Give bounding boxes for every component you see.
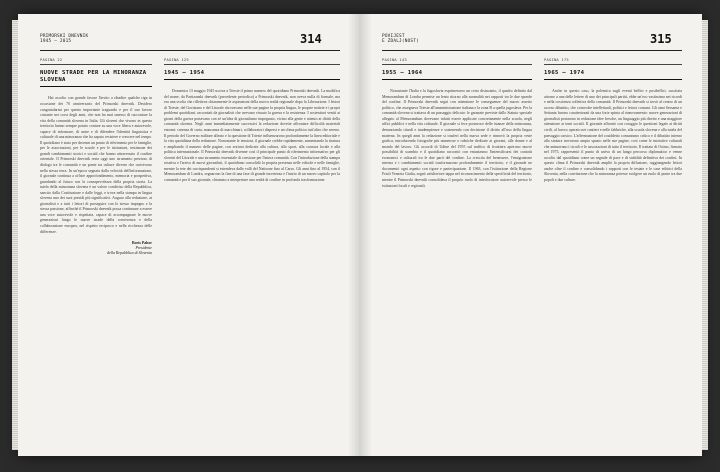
left-running-head-line-1: PRIMORSKI DNEVNIK — [40, 34, 89, 39]
right-col1-heading: 1955 – 1964 — [382, 70, 532, 80]
left-col1-page-label: PAGINA 22 — [40, 57, 152, 65]
left-running-head — [40, 34, 88, 45]
right-header-rule — [382, 50, 682, 51]
signature-role: Presidente — [135, 246, 152, 251]
book-spread — [18, 14, 702, 456]
left-header-rule — [40, 50, 340, 51]
left-col2-heading: 1945 – 1954 — [164, 70, 340, 80]
left-col2-body: Domenica 13 maggio 1945 usciva a Trieste il primo numero del quotidiano Primorski dnevnik. La modifica del nome, da Partizanski dnevnik (precedente periodico) a Primorski dnevnik, non aveva nulla di formale, ma era una svolta che rifletteva chiaramente le aspirazioni della nuova realtà regionale dopo la Liberazione. I lettori di Trieste, del Goriziano e del Litorale ritrovavano nelle sue pagine la propria lingua, le proprie notizie e i propri problemi quotidiani, raccontati da giornalisti che avevano vissuto la guerra e la resistenza. I sostenitori veniti ai giorni della guerra portavano con sé un'idea di giornalismo impegnato, vicino alla gente e attento ai diritti della comunità slovena. Negli anni immediatamente successivi la redazione dovette affrontare difficoltà materiali enormi: carenza di carta, mancanza di macchinari, collaboratori dispersi e un clima politico tutt'altro che sereno. Il periodo del Governo militare alleato e la questione di Trieste influenzarono profondamente la linea editoriale e la vita quotidiana della redazione. Nonostante le tensioni, il giornale crebbe rapidamente, aumentando la tiratura e ampliando il numero delle pagine, con sezioni dedicate alla cultura, allo sport, alla cronaca locale e alla politica internazionale. Il Primorski dnevnik divenne così il principale punto di riferimento informativo per gli sloveni del Litorale e uno strumento essenziale di coesione per l'intera comunità. Con l'introduzione della stampa rotativa e l'arrivo di nuovi giornalisti, il quotidiano consolidò la propria presenza nelle edicole e nelle famiglie, mentre la rete dei corrispondenti si estendeva dalle valli del Natisone fino al Carso. Gli anni fino al 1954, con il Memorandum di Londra, segnarono la fine di una fase di grande incertezza e l'inizio di un nuovo capitolo per la comunità e per il suo giornale, chiamato a interpretare una realtà di confine in profonda trasformazione. — [164, 89, 340, 182]
right-column-2 — [544, 57, 682, 184]
right-col2-page-label: PAGINA 175 — [544, 57, 682, 65]
right-page — [360, 14, 702, 456]
left-column-2 — [164, 57, 340, 184]
left-col1-heading: NUOVE STRADE PER LA MINORANZA SLOVENA — [40, 70, 152, 87]
left-col2-page-label: PAGINA 125 — [164, 57, 340, 65]
right-folio: 315 — [650, 32, 672, 46]
right-running-head — [382, 34, 419, 45]
left-column-1 — [40, 57, 152, 257]
signature-role-line-2: della Repubblica di Slovenia — [107, 251, 152, 256]
left-folio: 314 — [300, 32, 322, 46]
right-col2-body: Anche in questo caso, la polemica sugli eventi bellici e postbellici, suscitata attorno a una delle lettere di uno dei principali partiti, ebbe un'eco vastissima nei ricordi e nella coscienza collettiva della comunità. Il Primorski dnevnik si trovò al centro di un acceso dibattito, che coinvolse intellettuali, politici e lettori comuni. Gli anni Sessanta e Settanta furono caratterizzati da una forte spinta al rinnovamento: nuove generazioni di giornalisti portarono in redazione idee fresche, un linguaggio più diretto e una maggiore attenzione ai temi sociali. Il giornale affrontò con coraggio le questioni legate ai diritti civili, al lavoro operaio nei cantieri e nelle fabbriche, alla scuola slovena e alla tutela del paesaggio carsico. L'affermazione del cosiddetto comunismo critico e il dibattito interno alla sinistra trovarono ampio spazio nelle sue pagine, così come le iniziative culturali che animavano i circoli e le associazioni di tutto il territorio. Il trattato di Osimo, firmato nel 1975, rappresentò il punto di arrivo di un lungo percorso diplomatico e venne accolto dal quotidiano come un segnale di pace e di stabilità definitiva dei confini. In questo clima il Primorski dnevnik ampliò la propria diffusione, raggiungendo lettori anche oltre il confine e consolidando i rapporti con le testate e le case editrici della Slovenia, nella convinzione che la minoranza potesse svolgere un ruolo di ponte tra due popoli e due culture. — [544, 89, 682, 182]
right-running-head-line-2: E ZDALJ(NOST) — [382, 39, 419, 45]
right-col1-page-label: PAGINA 143 — [382, 57, 532, 65]
right-running-head-line-1: POVIJEST — [382, 34, 405, 39]
left-running-head-line-2: 1945 – 2015 — [40, 39, 72, 45]
left-col1-signature — [40, 241, 152, 257]
left-page — [18, 14, 360, 456]
signature-name: Boris Pahor — [132, 241, 152, 246]
right-col2-heading: 1965 – 1974 — [544, 70, 682, 80]
right-column-1 — [382, 57, 532, 189]
left-col1-body: Hai accolto con grande favore l'invito a ribadire qualche riga in occasione dei 70 anniversario del Primorski dnevnik. Desidero congratularmi per questo importante traguardo e per il suo lavoro costante nei corsi degli anni, che non ha mai smesso di raccontare la vita della comunità slovena in Italia. Gli sloveni che vivono in questo territorio hanno sempre potuto contare su una voce libera e autorevole, capace di informare, di unire e di difendere l'identità linguistica e culturale di una minoranza che ha saputo resistere e crescere nel tempo. Il quotidiano è stato per decenni un punto di riferimento per le famiglie, per le associazioni, per le scuole e per le istituzioni, testimone dei grandi cambiamenti storici e sociali che hanno attraversato il confine orientale. Il Primorski dnevnik resta oggi uno strumento prezioso di dialogo tra le comunità e un ponte tra culture diverse che convivono nella stessa terra. In un'epoca segnata dalla velocità dell'informazione, il giornale continua a offrire approfondimento, memoria e prospettiva, guardando al futuro con la consapevolezza della propria storia. La tutela della minoranza slovena è un valore condiviso della Repubblica, sancito dalla Costituzione e dalle leggi, e trova nella stampa in lingua slovena uno dei suoi presidi più significativi. Auguro alla redazione, ai giornalisti e a tutti i lettori di proseguire con lo stesso impegno e la stessa passione, affinché il Primorski dnevnik possa continuare a essere una voce autorevole e rispettata, capace di accompagnare le nuove generazioni lungo le nuove strade della convivenza e della collaborazione europea, nel rispetto reciproco e nella ricchezza delle differenze. — [40, 96, 152, 234]
right-col1-body: Nonostante l'Italia e la Jugoslavia esprimessero un certo disincanto, il quadro definito dal Memorandum di Londra permise un lento ritorno alla normalità nei rapporti tra le due sponde del confine. Il Primorski dnevnik seguì con attenzione le conseguenze del nuovo assetto politico, che assegnava Trieste all'amministrazione italiana e la zona B a quella jugoslava. Per la comunità slovena si trattava di un passaggio delicato: le garanzie previste dallo Statuto speciale allegato al Memorandum dovevano infatti essere applicate concretamente nella scuola, negli uffici pubblici e nella vita culturale. Il giornale si fece portavoce delle istanze della minoranza, denunciando ritardi e inadempienze e sostenendo con decisione il diritto all'uso della lingua materna. In quegli anni la redazione si trasferì nella nuova sede e rinnovò la propria veste grafica, introducendo fotografie più numerose e rubriche dedicate ai giovani, alle donne e al mondo del lavoro. Gli accordi di Udine del 1955 sul traffico di frontiera aprirono nuove possibilità di scambio e il quotidiano raccontò con entusiasmo l'intensificarsi dei contatti economici e culturali tra le due parti del confine. La crescita del benessere, l'emigrazione interna e i cambiamenti sociali trasformarono profondamente il territorio, e il giornale ne documentò ogni aspetto con rigore e partecipazione. Il 1963, con l'istituzione della Regione Friuli Venezia Giulia, segnò un'ulteriore tappa nel riconoscimento della specificità del territorio, mentre il Primorski dnevnik consolidava il proprio ruolo di interlocutore autorevole presso le istituzioni locali e regionali. — [382, 89, 532, 188]
page-edge-right — [702, 20, 708, 450]
